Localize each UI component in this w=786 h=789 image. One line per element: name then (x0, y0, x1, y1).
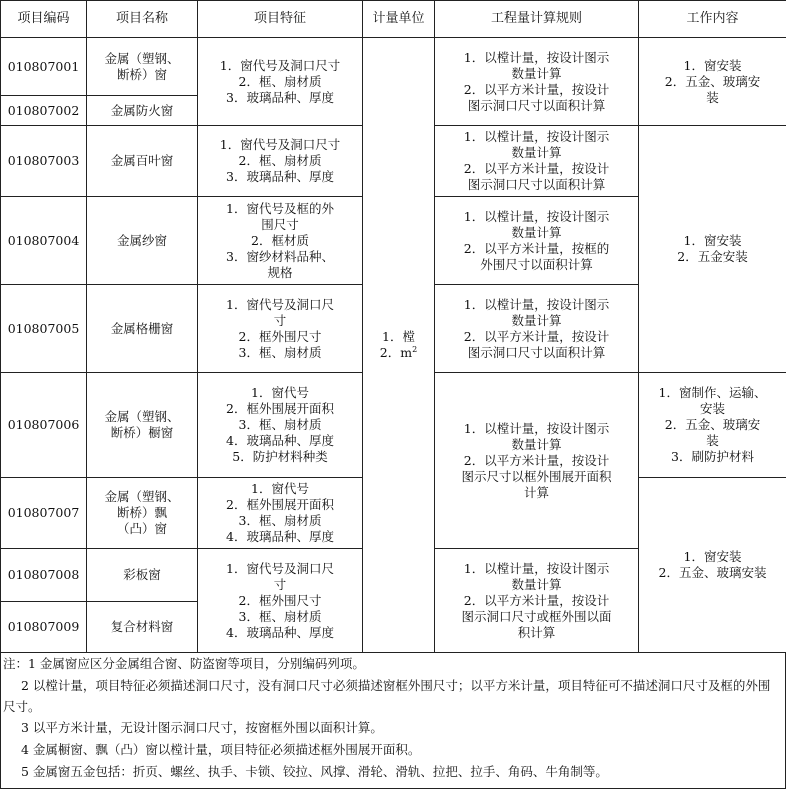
item-work: 1．窗安装 2．五金、玻璃安装 (639, 478, 786, 653)
item-code: 010807007 (1, 478, 87, 549)
note-4: 4 金属橱窗、飘（凸）窗以樘计量，项目特征必须描述框外围展开面积。 (21, 742, 421, 757)
item-name: 金属百叶窗 (87, 126, 198, 197)
note-1: 注：1 金属窗应区分金属组合窗、防盗窗等项目，分别编码列项。 (3, 656, 365, 671)
header-unit: 计量单位 (363, 1, 435, 38)
item-feature: 1．窗代号及洞口尺 寸 2．框外围尺寸 3．框、扇材质 4．玻璃品种、厚度 (198, 549, 363, 653)
note-2: 2 以樘计量，项目特征必须描述洞口尺寸，没有洞口尺寸必须描述窗框外围尺寸；以平方米计量，项目特征可不描述洞口尺寸及框的外围尺寸。 (3, 678, 771, 714)
unit-prefix: 2．m (379, 345, 413, 360)
item-rule: 1．以樘计量，按设计图示 数量计算 2．以平方米计量，按设计 图示洞口尺寸以面积计算 (435, 285, 639, 373)
item-rule: 1．以樘计量，按设计图示 数量计算 2．以平方米计量，按设计 图示洞口尺寸或框外围以面 积计算 (435, 549, 639, 653)
item-code: 010807005 (1, 285, 87, 373)
note-3: 3 以平方米计量，无设计图示洞口尺寸，按窗框外围以面积计算。 (21, 720, 383, 735)
item-code: 010807002 (1, 96, 87, 126)
note-5: 5 金属窗五金包括：折页、螺丝、执手、卡锁、铰拉、风撑、滑轮、滑轨、拉把、拉手、角码、牛角制等。 (21, 764, 608, 779)
item-rule: 1．以樘计量，按设计图示 数量计算 2．以平方米计量，按设计 图示尺寸以框外围展开面积 计算 (435, 373, 639, 549)
unit-sup: 2 (412, 345, 418, 354)
item-code: 010807001 (1, 38, 87, 96)
item-code: 010807009 (1, 602, 87, 653)
unit-line-1: 1．樘 (382, 329, 415, 344)
item-name: 金属（塑钢、 断桥）窗 (87, 38, 198, 96)
header-name: 项目名称 (87, 1, 198, 38)
item-code: 010807006 (1, 373, 87, 478)
unit-line-2 (365, 345, 432, 361)
item-name: 金属格栅窗 (87, 285, 198, 373)
item-name: 金属防火窗 (87, 96, 198, 126)
item-feature: 1．窗代号及洞口尺寸 2．框、扇材质 3．玻璃品种、厚度 (198, 38, 363, 126)
header-feature: 项目特征 (198, 1, 363, 38)
item-name: 金属（塑钢、 断桥）橱窗 (87, 373, 198, 478)
item-code: 010807004 (1, 197, 87, 285)
item-work: 1．窗制作、运输、 安装 2．五金、玻璃安 装 3．刷防护材料 (639, 373, 786, 478)
item-work: 1．窗安装 2．五金安装 (639, 126, 786, 373)
header-work: 工作内容 (639, 1, 786, 38)
item-feature: 1．窗代号 2．框外围展开面积 3．框、扇材质 4．玻璃品种、厚度 5．防护材料种类 (198, 373, 363, 478)
header-row (1, 1, 786, 38)
notes-section (0, 652, 786, 789)
item-feature: 1．窗代号 2．框外围展开面积 3．框、扇材质 4．玻璃品种、厚度 (198, 478, 363, 549)
item-rule: 1．以樘计量，按设计图示 数量计算 2．以平方米计量，按框的 外围尺寸以面积计算 (435, 197, 639, 285)
item-feature: 1．窗代号及洞口尺 寸 2．框外围尺寸 3．框、扇材质 (198, 285, 363, 373)
item-code: 010807003 (1, 126, 87, 197)
item-rule: 1．以樘计量，按设计图示 数量计算 2．以平方米计量，按设计 图示洞口尺寸以面积计算 (435, 38, 639, 126)
item-feature: 1．窗代号及洞口尺寸 2．框、扇材质 3．玻璃品种、厚度 (198, 126, 363, 197)
header-code: 项目编码 (1, 1, 87, 38)
item-name: 复合材料窗 (87, 602, 198, 653)
table-row (1, 38, 786, 96)
item-name: 彩板窗 (87, 549, 198, 602)
header-rule: 工程量计算规则 (435, 1, 639, 38)
item-code: 010807008 (1, 549, 87, 602)
item-rule: 1．以樘计量，按设计图示 数量计算 2．以平方米计量，按设计 图示洞口尺寸以面积计算 (435, 126, 639, 197)
item-feature: 1．窗代号及框的外 围尺寸 2．框材质 3．窗纱材料品种、 规格 (198, 197, 363, 285)
item-name: 金属（塑钢、 断桥）飘 （凸）窗 (87, 478, 198, 549)
item-unit (363, 38, 435, 653)
item-name: 金属纱窗 (87, 197, 198, 285)
item-work: 1．窗安装 2．五金、玻璃安 装 (639, 38, 786, 126)
